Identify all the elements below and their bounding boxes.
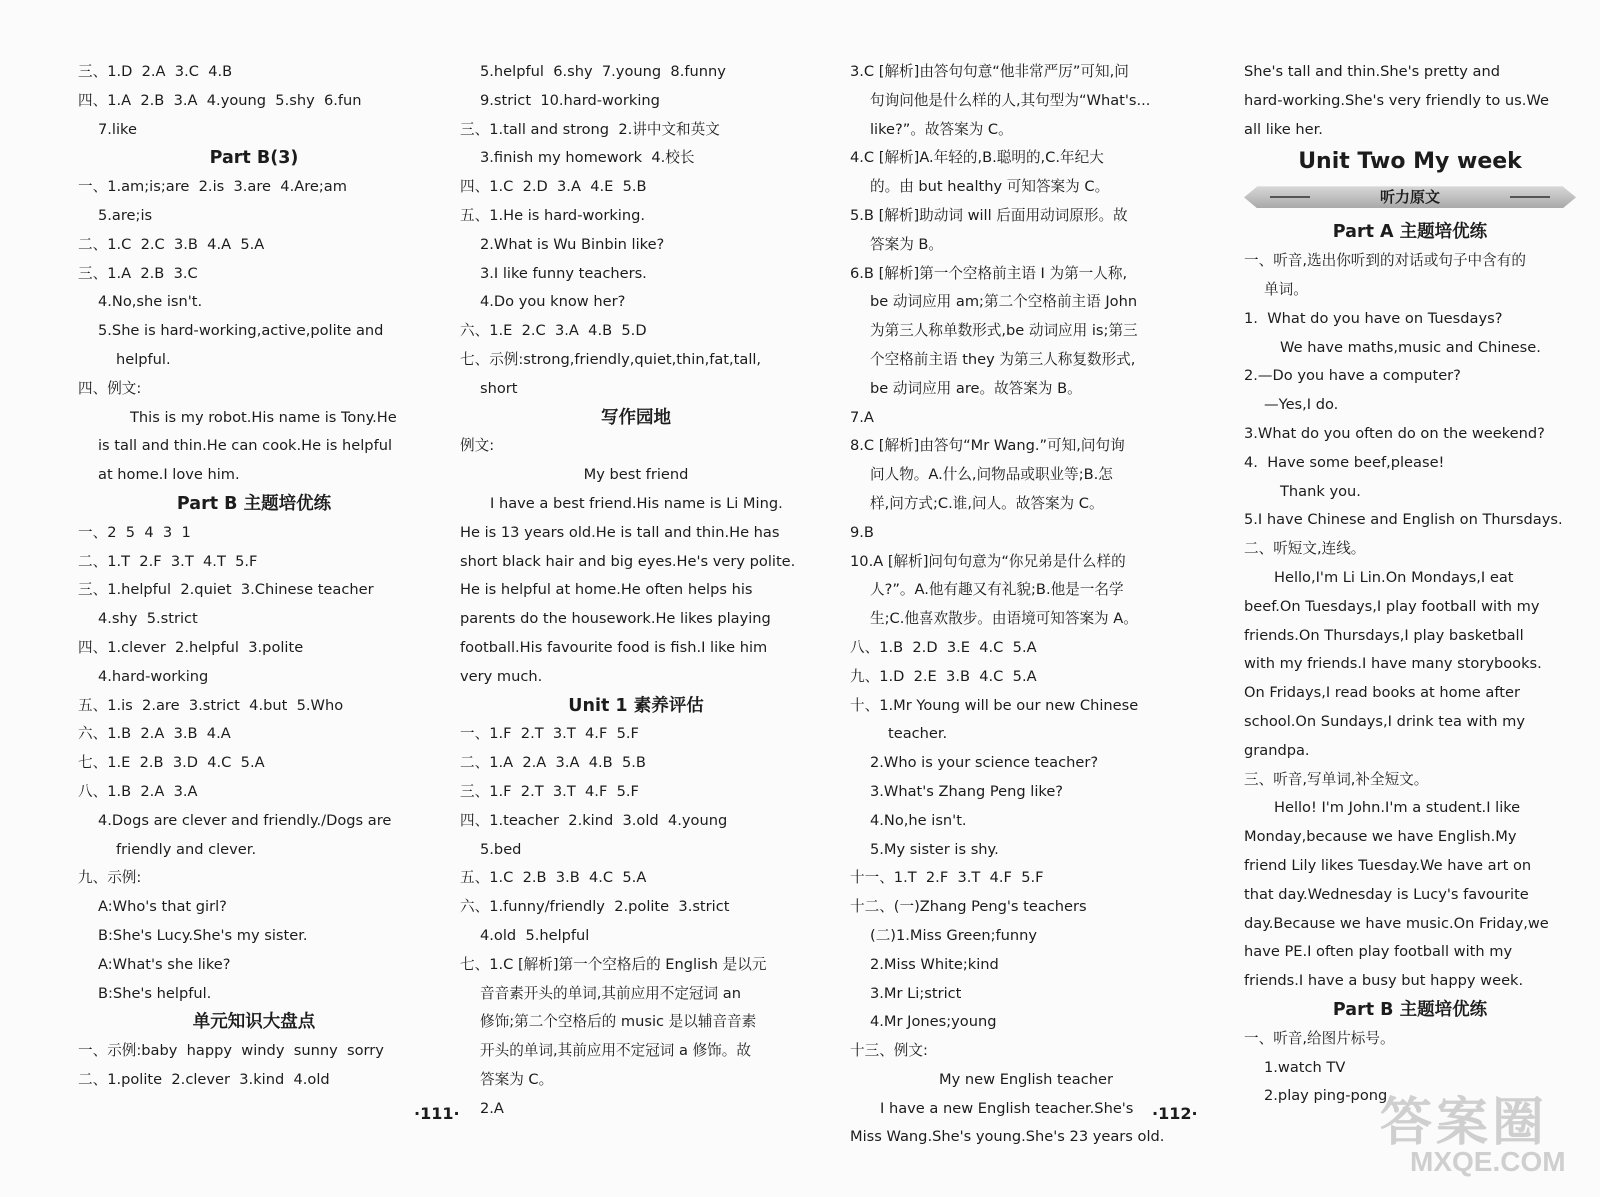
dialogue-line: A:Who's that girl?: [98, 898, 227, 916]
dialogue-line: B:She's helpful.: [98, 984, 212, 1002]
script-line: that day.Wednesday is Lucy's favourite: [1244, 885, 1529, 903]
explanation-line: 答案为 C。: [480, 1070, 554, 1088]
script-line: 1. What do you have on Tuesdays?: [1244, 309, 1503, 327]
answer-line: 5.She is hard-working,active,polite and: [98, 322, 384, 340]
answer-line: helpful.: [116, 350, 171, 368]
answer-line: 五、1.is 2.are 3.strict 4.but 5.Who: [78, 696, 344, 714]
instruction-line: 一、听音,给图片标号。: [1244, 1029, 1395, 1047]
explanation-line: be 动词应用 am;第二个空格前主语 John: [870, 293, 1138, 311]
answer-line: 五、1.He is hard-working.: [460, 206, 645, 224]
explanation-line: 七、1.C [解析]第一个空格后的 English 是以元: [460, 955, 767, 973]
explanation-line: 答案为 B。: [870, 235, 944, 253]
answer-line: 九、1.D 2.E 3.B 4.C 5.A: [850, 667, 1037, 685]
script-line: 2.play ping-pong: [1264, 1087, 1388, 1105]
essay-title: My new English teacher: [939, 1070, 1113, 1088]
watermark-url: MXQE.COM: [1410, 1146, 1566, 1177]
instruction-line: 单词。: [1264, 280, 1308, 298]
section-heading: Unit 1 素养评估: [568, 695, 704, 716]
script-line: 4. Have some beef,please!: [1244, 453, 1445, 471]
answer-line: 四、1.clever 2.helpful 3.polite: [78, 638, 304, 656]
answer-line: 一、示例:baby happy windy sunny sorry: [78, 1042, 384, 1060]
answer-line: 2.Who is your science teacher?: [870, 754, 1099, 772]
explanation-line: 样,问方式;C.谁,问人。故答案为 C。: [870, 494, 1104, 512]
answer-line: 六、1.B 2.A 3.B 4.A: [78, 725, 231, 743]
explanation-line: 10.A [解析]问句句意为“你兄弟是什么样的: [850, 552, 1126, 570]
answer-line: 5.My sister is shy.: [870, 840, 999, 858]
script-line: school.On Sundays,I drink tea with my: [1244, 712, 1525, 730]
answer-line: 二、1.A 2.A 3.A 4.B 5.B: [460, 754, 646, 772]
answer-line: 九、示例:: [78, 869, 142, 887]
answer-line: 二、1.T 2.F 3.T 4.T 5.F: [78, 552, 258, 570]
answer-line: friendly and clever.: [116, 840, 257, 858]
answer-line: 三、1.D 2.A 3.C 4.B: [78, 63, 233, 80]
script-line: friends.I have a busy but happy week.: [1244, 972, 1524, 990]
answer-line: teacher.: [888, 725, 948, 743]
answer-line: 4.Mr Jones;young: [870, 1013, 997, 1031]
section-heading: 单元知识大盘点: [192, 1012, 316, 1033]
script-line: 2.—Do you have a computer?: [1244, 367, 1461, 385]
answer-line: 4.No,she isn't.: [98, 293, 203, 311]
script-line: have PE.I often play football with my: [1244, 943, 1513, 961]
explanation-line: 8.C [解析]由答句“Mr Wang.”可知,问句询: [850, 437, 1125, 455]
answer-line: 3.What's Zhang Peng like?: [870, 782, 1064, 800]
script-line: We have maths,music and Chinese.: [1280, 338, 1541, 356]
answer-line: short: [480, 379, 518, 397]
answer-line: 3.Mr Li;strict: [870, 984, 962, 1002]
listening-script-banner: [1244, 182, 1576, 212]
script-line: —Yes,I do.: [1264, 396, 1339, 414]
script-line: with my friends.I have many storybooks.: [1244, 655, 1542, 673]
answer-line: 2.A: [480, 1099, 504, 1117]
essay-text: all like her.: [1244, 120, 1323, 138]
answer-line: 3.I like funny teachers.: [480, 264, 647, 282]
column-2: [460, 58, 812, 1123]
script-line: friends.On Thursdays,I play basketball: [1244, 626, 1524, 644]
explanation-line: 修饰;第二个空格后的 music 是以辅音音素: [480, 1013, 757, 1031]
column-3: [850, 58, 1202, 1152]
script-line: friend Lily likes Tuesday.We have art on: [1244, 856, 1532, 874]
answer-line: 5.are;is: [98, 206, 153, 224]
answer-line: 4.Dogs are clever and friendly./Dogs are: [98, 811, 392, 829]
page-number-left: ·111·: [414, 1104, 460, 1123]
answer-line: 5.helpful 6.shy 7.young 8.funny: [480, 63, 726, 80]
essay-text: He is helpful at home.He often helps his: [460, 581, 753, 599]
script-line: 1.watch TV: [1264, 1058, 1346, 1076]
essay-text: He is 13 years old.He is tall and thin.He has: [460, 523, 780, 541]
script-line: day.Because we have music.On Friday,we: [1244, 914, 1549, 932]
explanation-line: 6.B [解析]第一个空格前主语 I 为第一人称,: [850, 264, 1128, 282]
answer-line: (二)1.Miss Green;funny: [870, 926, 1038, 944]
essay-text: She's tall and thin.She's pretty and: [1244, 63, 1501, 80]
essay-text: Miss Wang.She's young.She's 23 years old.: [850, 1128, 1165, 1146]
essay-text: short black hair and big eyes.He's very polite.: [460, 552, 796, 570]
answer-line: 六、1.funny/friendly 2.polite 3.strict: [460, 898, 730, 916]
answer-line: 四、1.C 2.D 3.A 4.E 5.B: [460, 178, 647, 196]
answer-line: 9.strict 10.hard-working: [480, 91, 660, 109]
answer-line: 7.A: [850, 408, 874, 426]
instruction-line: 二、听短文,连线。: [1244, 540, 1366, 558]
answer-line: 八、1.B 2.A 3.A: [78, 782, 198, 800]
script-line: 5.I have Chinese and English on Thursdays.: [1244, 511, 1563, 529]
sample-text: This is my robot.His name is Tony.He: [130, 408, 397, 426]
answer-line: 七、1.E 2.B 3.D 4.C 5.A: [78, 754, 265, 772]
answer-line: 4.hard-working: [98, 667, 209, 685]
banner-label: 听力原文: [1379, 188, 1440, 207]
answer-line: 三、1.F 2.T 3.T 4.F 5.F: [460, 782, 639, 800]
explanation-line: 3.C [解析]由答句句意“他非常严厉”可知,问: [850, 63, 1129, 80]
answer-line: 八、1.B 2.D 3.E 4.C 5.A: [850, 638, 1037, 656]
dialogue-line: B:She's Lucy.She's my sister.: [98, 926, 308, 944]
answer-line: 四、1.A 2.B 3.A 4.young 5.shy 6.fun: [78, 91, 362, 109]
explanation-line: 问人物。A.什么,问物品或职业等;B.怎: [870, 466, 1113, 484]
essay-text: I have a best friend.His name is Li Ming.: [490, 494, 783, 512]
script-line: On Fridays,I read books at home after: [1244, 684, 1520, 702]
explanation-line: 的。由 but healthy 可知答案为 C。: [870, 178, 1110, 196]
script-line: Thank you.: [1280, 482, 1361, 500]
section-heading: Part A 主题培优练: [1332, 222, 1488, 243]
answer-line: 四、1.teacher 2.kind 3.old 4.young: [460, 811, 728, 829]
answer-line: 例文:: [460, 437, 495, 455]
explanation-line: like?”。故答案为 C。: [870, 120, 1013, 138]
script-line: 3.What do you often do on the weekend?: [1244, 424, 1545, 442]
answer-line: 4.Do you know her?: [480, 293, 626, 311]
script-line: Hello! I'm John.I'm a student.I like: [1274, 799, 1521, 817]
script-line: Hello,I'm Li Lin.On Mondays,I eat: [1274, 568, 1514, 586]
sample-text: at home.I love him.: [98, 466, 240, 484]
dialogue-line: A:What's she like?: [98, 955, 231, 973]
explanation-line: 句询问他是什么样的人,其句型为“What's...: [870, 91, 1151, 109]
instruction-line: 三、听音,写单词,补全短文。: [1244, 770, 1429, 788]
essay-text: hard-working.She's very friendly to us.We: [1244, 91, 1549, 109]
section-heading: 写作园地: [601, 407, 671, 428]
answer-line: 4.old 5.helpful: [480, 926, 590, 944]
sample-text: is tall and thin.He can cook.He is helpful: [98, 437, 393, 455]
explanation-line: 生;C.他喜欢散步。由语境可知答案为 A。: [870, 610, 1138, 628]
explanation-line: 人?”。A.他有趣又有礼貌;B.他是一名学: [870, 581, 1124, 599]
answer-line: 三、1.helpful 2.quiet 3.Chinese teacher: [78, 581, 374, 599]
answer-line: 7.like: [98, 120, 137, 138]
column-4: [1244, 58, 1576, 1111]
page-number-right: ·112·: [1152, 1104, 1198, 1123]
section-heading: Part B 主题培优练: [1332, 999, 1488, 1020]
answer-line: 十、1.Mr Young will be our new Chinese: [850, 696, 1139, 714]
column-1: [78, 58, 430, 1095]
script-line: beef.On Tuesdays,I play football with my: [1244, 597, 1540, 615]
explanation-line: 音音素开头的单词,其前应用不定冠词 an: [480, 984, 741, 1002]
answer-line: 2.Miss White;kind: [870, 955, 999, 973]
explanation-line: be 动词应用 are。故答案为 B。: [870, 379, 1082, 397]
answer-line: 六、1.E 2.C 3.A 4.B 5.D: [460, 322, 647, 340]
section-heading: Part B 主题培优练: [176, 493, 332, 514]
answer-line: 四、例文:: [78, 379, 142, 397]
answer-line: 十二、(一)Zhang Peng's teachers: [850, 898, 1087, 916]
essay-title: My best friend: [583, 466, 689, 484]
explanation-line: 个空格前主语 they 为第三人称复数形式,: [870, 350, 1136, 368]
answer-line: 三、1.tall and strong 2.讲中文和英文: [460, 120, 720, 138]
answer-line: 一、1.am;is;are 2.is 3.are 4.Are;am: [78, 178, 347, 196]
answer-line: 4.shy 5.strict: [98, 610, 198, 628]
answer-line: 一、1.F 2.T 3.T 4.F 5.F: [460, 725, 639, 743]
explanation-line: 4.C [解析]A.年轻的,B.聪明的,C.年纪大: [850, 149, 1104, 167]
answer-line: 二、1.C 2.C 3.B 4.A 5.A: [78, 235, 265, 253]
watermark-logo: [1380, 1080, 1580, 1190]
essay-text: I have a new English teacher.She's: [880, 1099, 1134, 1117]
essay-text: very much.: [460, 667, 543, 685]
script-line: grandpa.: [1244, 741, 1310, 759]
essay-text: parents do the housework.He likes playing: [460, 610, 771, 628]
answer-line: 二、1.polite 2.clever 3.kind 4.old: [78, 1070, 330, 1088]
answer-line: 三、1.A 2.B 3.C: [78, 264, 198, 282]
answer-line: 十一、1.T 2.F 3.T 4.F 5.F: [850, 869, 1044, 887]
answer-line: 五、1.C 2.B 3.B 4.C 5.A: [460, 869, 647, 887]
script-line: Monday,because we have English.My: [1244, 828, 1517, 846]
unit-title: Unit Two My week: [1298, 149, 1522, 175]
answer-line: 5.bed: [480, 840, 522, 858]
answer-line: 十三、例文:: [850, 1042, 928, 1060]
section-heading: Part B(3): [209, 148, 299, 169]
answer-line: 七、示例:strong,friendly,quiet,thin,fat,tall,: [460, 350, 762, 368]
watermark-text: 答案圈: [1380, 1093, 1549, 1153]
explanation-line: 为第三人称单数形式,be 动词应用 is;第三: [870, 322, 1138, 340]
answer-line: 4.No,he isn't.: [870, 811, 967, 829]
answer-line: 9.B: [850, 523, 874, 541]
answer-line: 2.What is Wu Binbin like?: [480, 235, 665, 253]
explanation-line: 5.B [解析]助动词 will 后面用动词原形。故: [850, 206, 1128, 224]
instruction-line: 一、听音,选出你听到的对话或句子中含有的: [1244, 252, 1526, 270]
essay-text: football.His favourite food is fish.I like him: [460, 638, 768, 656]
explanation-line: 开头的单词,其前应用不定冠词 a 修饰。故: [480, 1042, 751, 1060]
answer-line: 3.finish my homework 4.校长: [480, 149, 695, 167]
answer-line: 一、2 5 4 3 1: [78, 523, 191, 541]
